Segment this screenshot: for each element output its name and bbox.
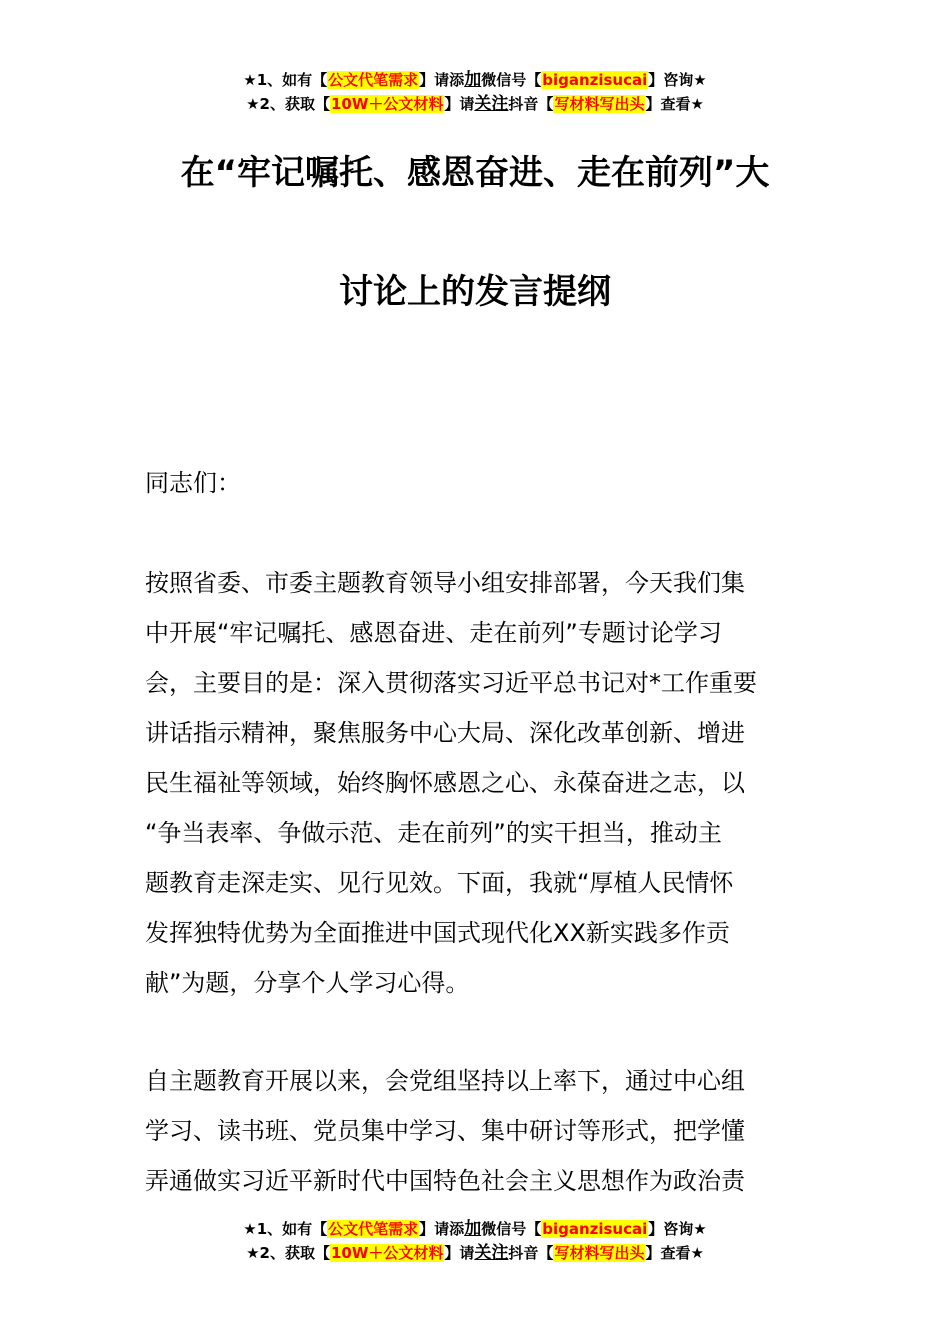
banner-text: 抖音【: [508, 1244, 554, 1262]
banner-text: 微信号【: [481, 71, 542, 89]
paragraph-line: 民生福祉等领域，始终胸怀感恩之心、永葆奋进之志，以: [145, 769, 745, 797]
salutation: [145, 458, 810, 508]
document-title-line-2: 讨论上的发言提纲: [339, 272, 611, 312]
banner-text: ★2、获取【: [246, 95, 330, 113]
banner-emphasis: 加: [464, 70, 482, 90]
banner-text: 】请添: [419, 1220, 465, 1238]
banner-text: 微信号【: [481, 1220, 542, 1238]
paragraph-line: 按照省委、市委主题教育领导小组安排部署，今天我们集: [145, 569, 745, 597]
bottom-promo-banner: [0, 1217, 950, 1265]
paragraph-line: 会，主要目的是：深入贯彻落实习近平总书记对*工作重要: [145, 669, 757, 697]
body-paragraph-1: [145, 558, 810, 1008]
banner-highlight-materials: 10W＋公文材料: [330, 95, 444, 113]
banner-text: 】请添: [419, 71, 465, 89]
document-title-line-1: 在“牢记嘱托、感恩奋进、走在前列”大: [180, 153, 770, 193]
paragraph-line: 中开展“牢记嘱托、感恩奋进、走在前列”专题讨论学习: [145, 619, 722, 647]
banner-highlight-wechat-id: biganzisucai: [542, 71, 648, 89]
banner-text: 】咨询★: [648, 71, 707, 89]
banner-text: 】查看★: [645, 95, 704, 113]
paragraph-line: 学习、读书班、党员集中学习、集中研讨等形式，把学懂: [145, 1117, 745, 1145]
banner-emphasis: 关注: [474, 94, 509, 114]
banner-line-1: [0, 68, 950, 92]
banner-highlight-materials: 10W＋公文材料: [330, 1244, 444, 1262]
body-paragraph-2: [145, 1056, 810, 1206]
paragraph-line: 题教育走深走实、见行见效。下面，我就“厚植人民情怀: [145, 869, 734, 897]
banner-highlight-douyin: 写材料写出头: [554, 95, 645, 113]
banner-text: ★1、如有【: [243, 71, 328, 89]
banner-highlight-douyin: 写材料写出头: [554, 1244, 645, 1262]
paragraph-line: 献”为题，分享个人学习心得。: [145, 969, 470, 997]
banner-emphasis: 关注: [474, 1243, 509, 1263]
top-promo-banner: [0, 68, 950, 116]
banner-text: ★2、获取【: [246, 1244, 330, 1262]
banner-highlight-service: 公文代笔需求: [328, 1220, 419, 1238]
banner-highlight-wechat-id: biganzisucai: [542, 1220, 648, 1238]
paragraph-line: 自主题教育开展以来，会党组坚持以上率下，通过中心组: [145, 1067, 745, 1095]
paragraph-line: 讲话指示精神，聚焦服务中心大局、深化改革创新、增进: [145, 719, 745, 747]
banner-text: 抖音【: [508, 95, 554, 113]
paragraph-line: 发挥独特优势为全面推进中国式现代化XX新实践多作贡: [145, 919, 730, 947]
banner-text: ★1、如有【: [243, 1220, 328, 1238]
paragraph-line: “争当表率、争做示范、走在前列”的实干担当，推动主: [145, 819, 722, 847]
banner-line-2: [0, 1241, 950, 1265]
banner-line-1: [0, 1217, 950, 1241]
banner-line-2: [0, 92, 950, 116]
salutation-text: 同志们：: [145, 469, 241, 497]
banner-text: 】请: [444, 1244, 475, 1262]
banner-emphasis: 加: [464, 1219, 482, 1239]
banner-highlight-service: 公文代笔需求: [328, 71, 419, 89]
banner-text: 】咨询★: [648, 1220, 707, 1238]
banner-text: 】请: [444, 95, 475, 113]
paragraph-line: 弄通做实习近平新时代中国特色社会主义思想作为政治责: [145, 1167, 745, 1195]
banner-text: 】查看★: [645, 1244, 704, 1262]
